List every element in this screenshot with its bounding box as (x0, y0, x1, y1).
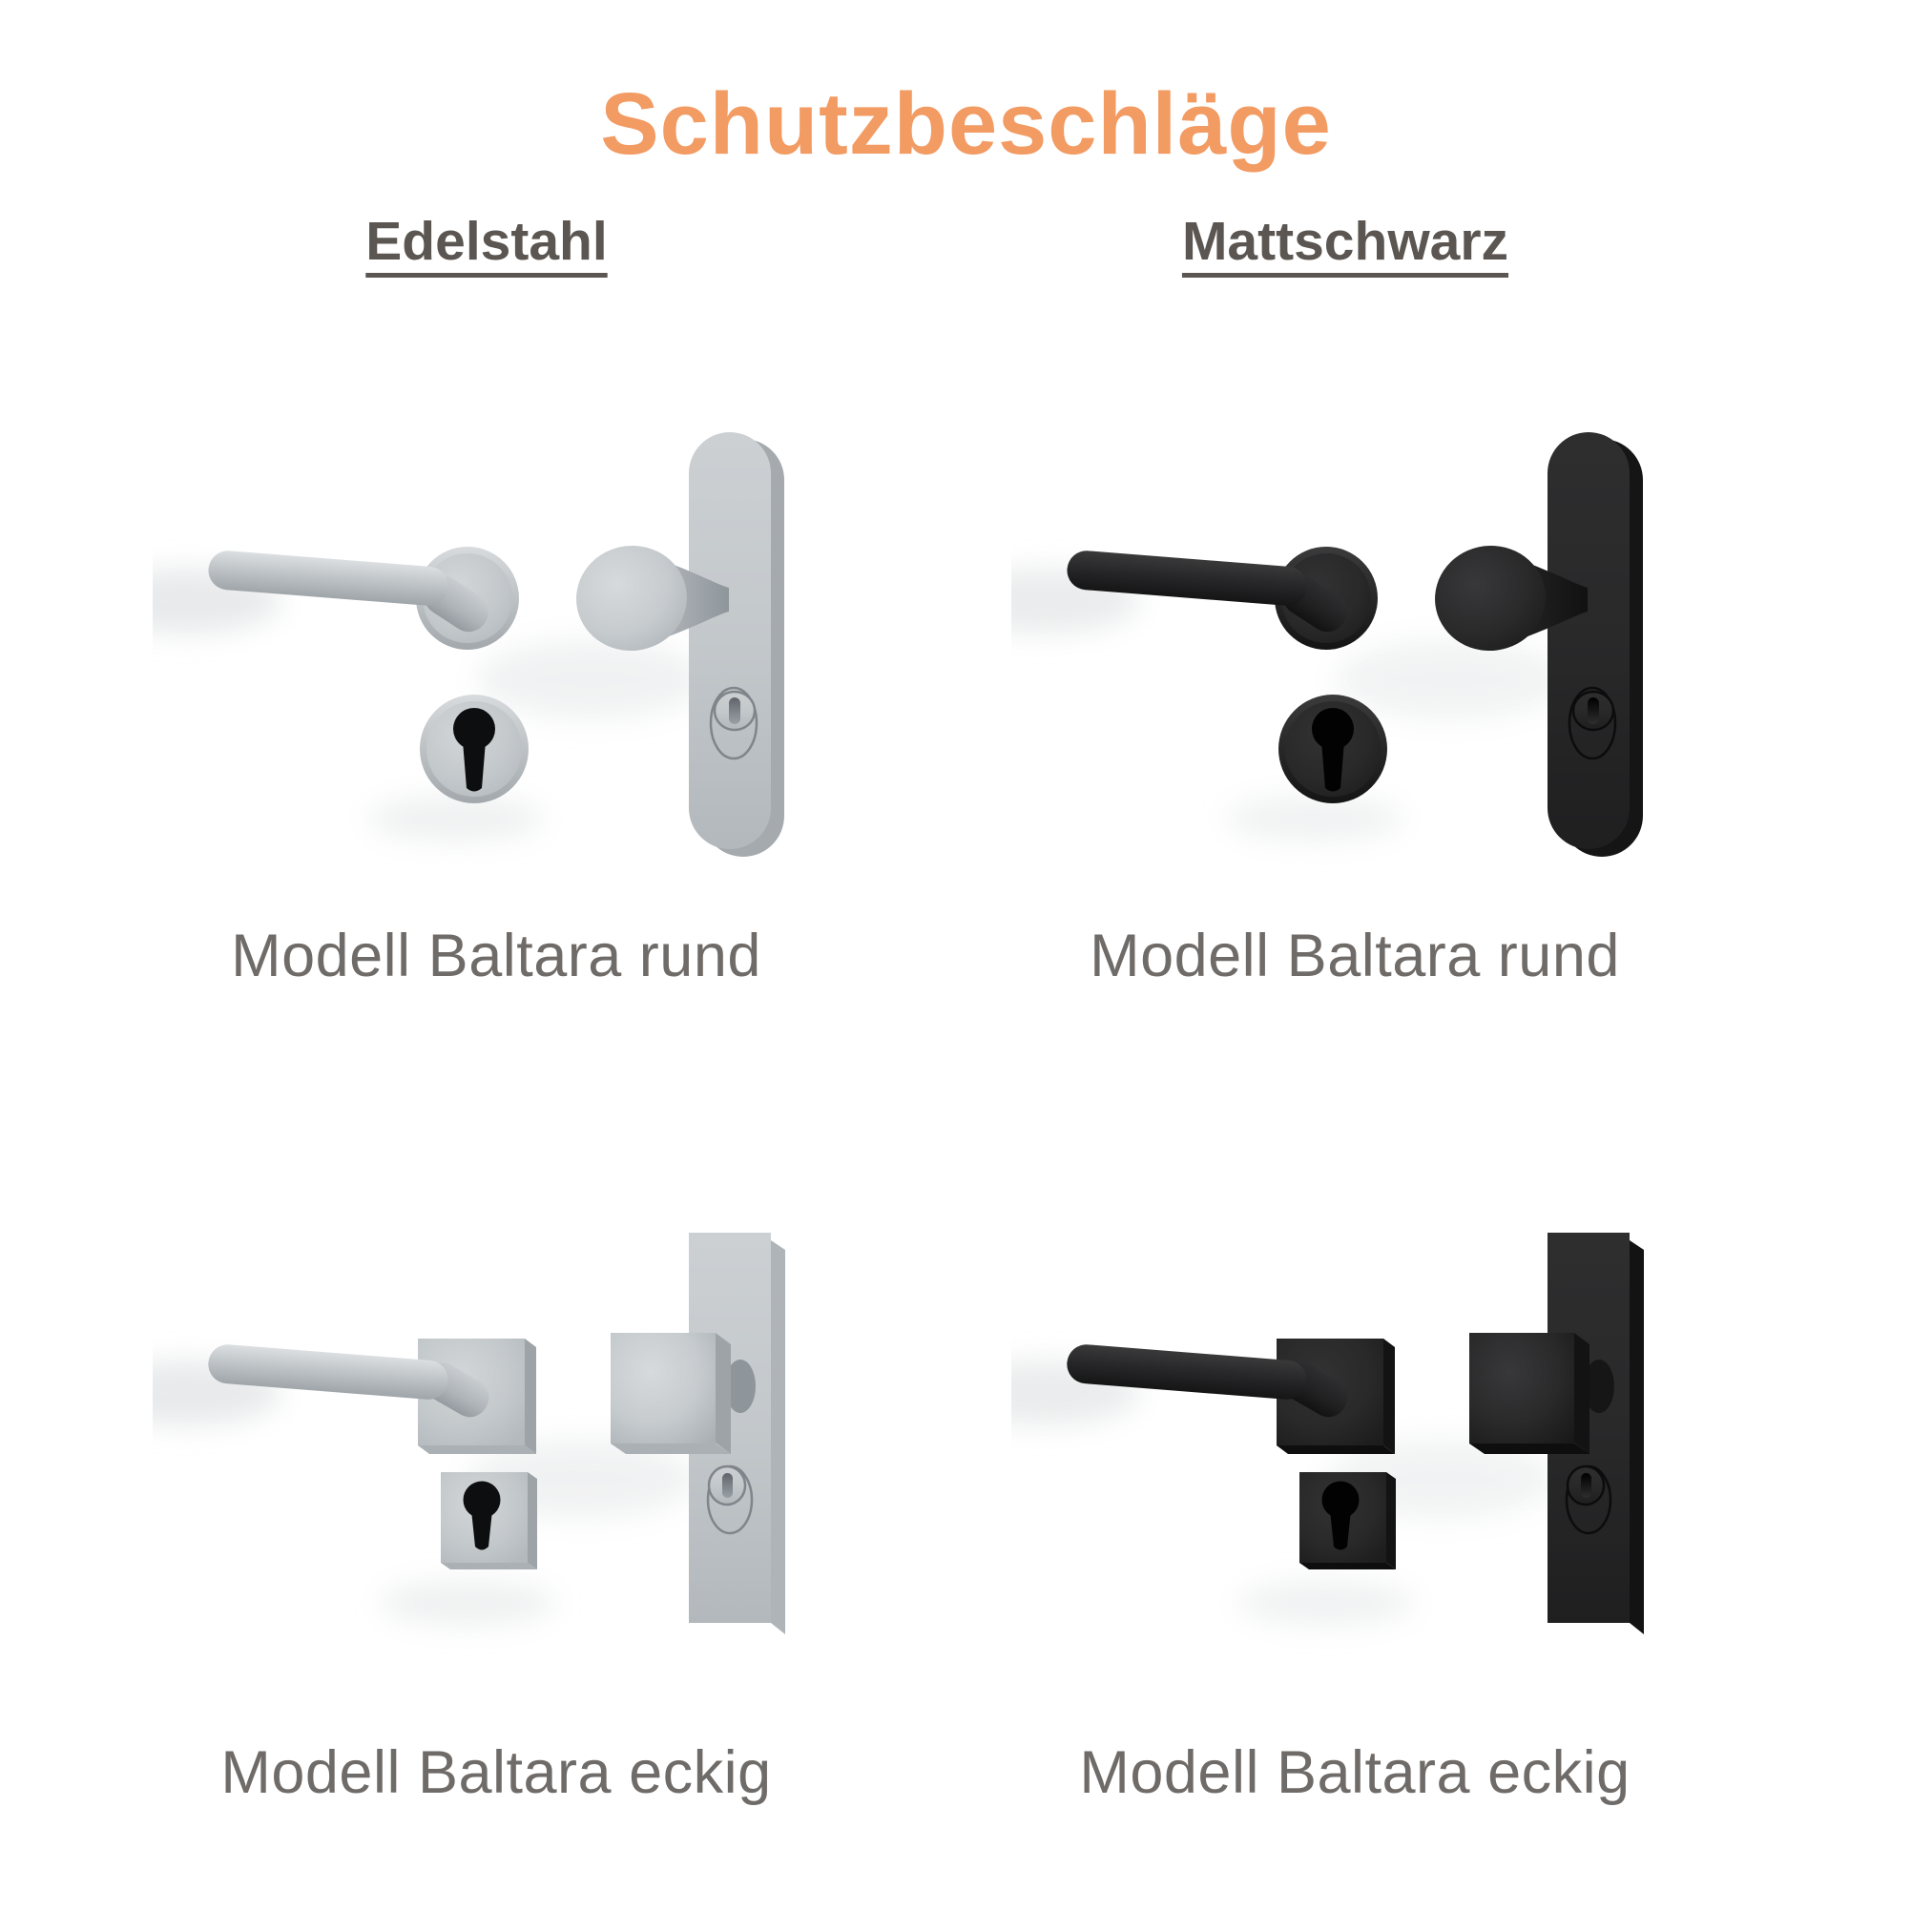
product-image-edelstahl-eckig (153, 1202, 821, 1736)
product-caption: Modell Baltara eckig (1079, 1739, 1631, 1806)
key-escutcheon (1278, 695, 1387, 803)
product-caption: Modell Baltara rund (231, 923, 761, 989)
product-caption: Modell Baltara rund (1090, 923, 1620, 989)
page-title: Schutzbeschläge (600, 75, 1332, 173)
product-image-edelstahl-rund (153, 363, 821, 897)
key-escutcheon (1299, 1472, 1396, 1569)
product-image-mattschwarz-rund (1011, 363, 1679, 897)
key-escutcheon (441, 1472, 537, 1569)
product-caption: Modell Baltara eckig (220, 1739, 772, 1806)
keyhole-slot (729, 697, 740, 724)
column-header-edelstahl: Edelstahl (365, 211, 608, 272)
key-escutcheon (420, 695, 529, 803)
keyhole-slot (1588, 697, 1599, 724)
keyhole-slot (722, 1473, 733, 1498)
security-plate (689, 432, 784, 857)
keyhole-slot (1581, 1473, 1591, 1498)
product-image-mattschwarz-eckig (1011, 1202, 1679, 1736)
column-header-mattschwarz: Mattschwarz (1181, 211, 1509, 272)
security-plate (1548, 432, 1643, 857)
